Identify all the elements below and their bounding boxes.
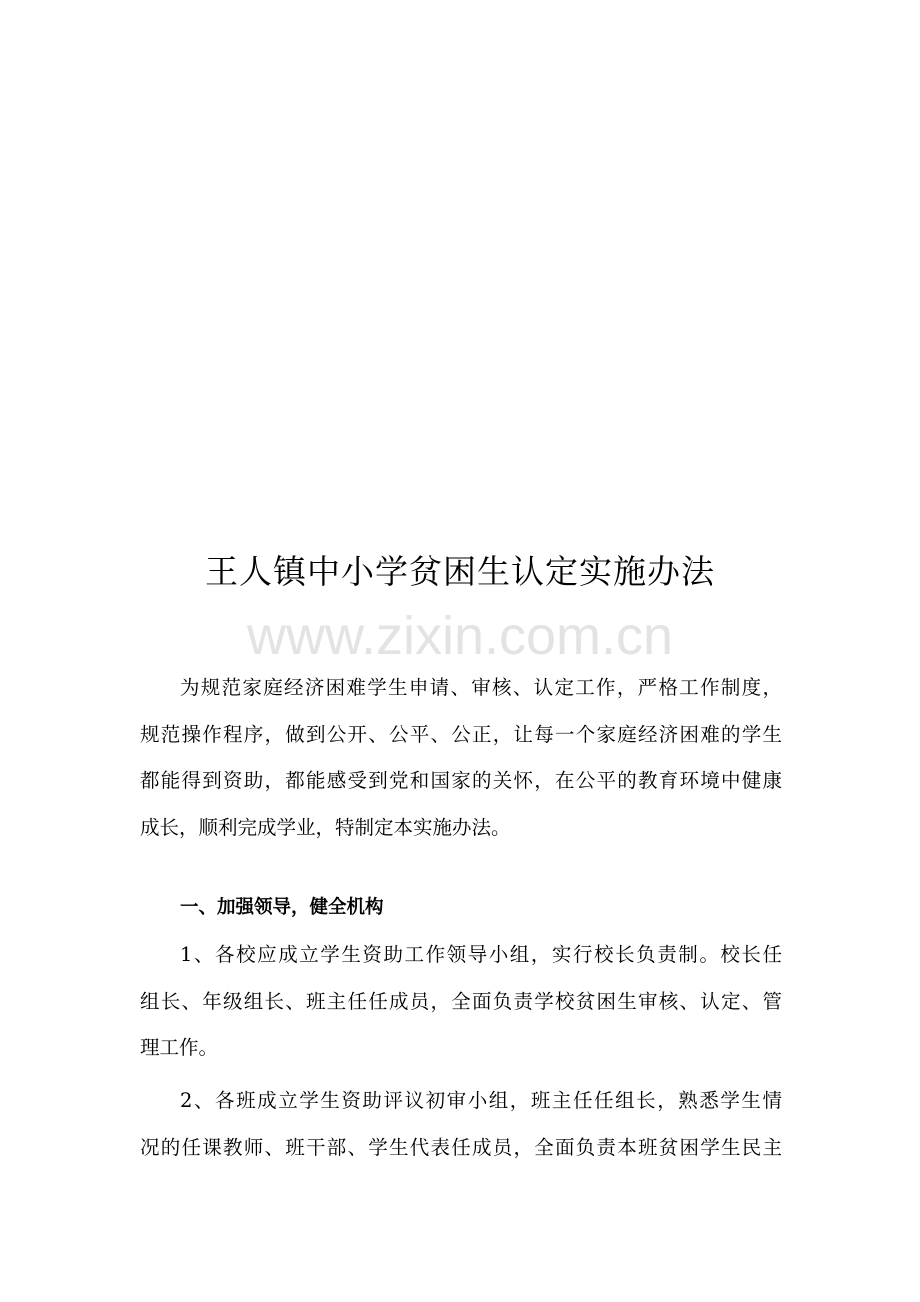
section-heading-1: 一、加强领导，健全机构 [180,897,384,918]
item-1-line-1: 1、各校应成立学生资助工作领导小组，实行校长负责制。校长任 [180,943,782,966]
intro-line-2: 规范操作程序，做到公开、公平、公正，让每一个家庭经济困难的学生 [140,722,782,746]
watermark: www.zixin.com.cn [246,606,674,666]
item-1-line-2: 组长、年级组长、班主任任成员，全面负责学校贫困生审核、认定、管 [140,989,782,1013]
item-2-line-1: 2、各班成立学生资助评议初审小组，班主任任组长，熟悉学生情 [180,1089,782,1112]
item-2-line-2: 况的任课教师、班干部、学生代表任成员，全面负责本班贫困学生民主 [140,1135,782,1159]
intro-line-3: 都能得到资助，都能感受到党和国家的关怀，在公平的教育环境中健康 [140,769,782,792]
intro-line-1: 为规范家庭经济困难学生申请、审核、认定工作，严格工作制度， [180,676,782,699]
document-title: 王人镇中小学贫困生认定实施办法 [205,552,715,591]
intro-paragraph [140,665,782,851]
intro-line-4: 成长，顺利完成学业，特制定本实施办法。 [140,815,511,839]
item-1-line-3: 理工作。 [140,1036,219,1059]
item-1-paragraph [140,932,782,1072]
item-2-paragraph [140,1078,782,1171]
